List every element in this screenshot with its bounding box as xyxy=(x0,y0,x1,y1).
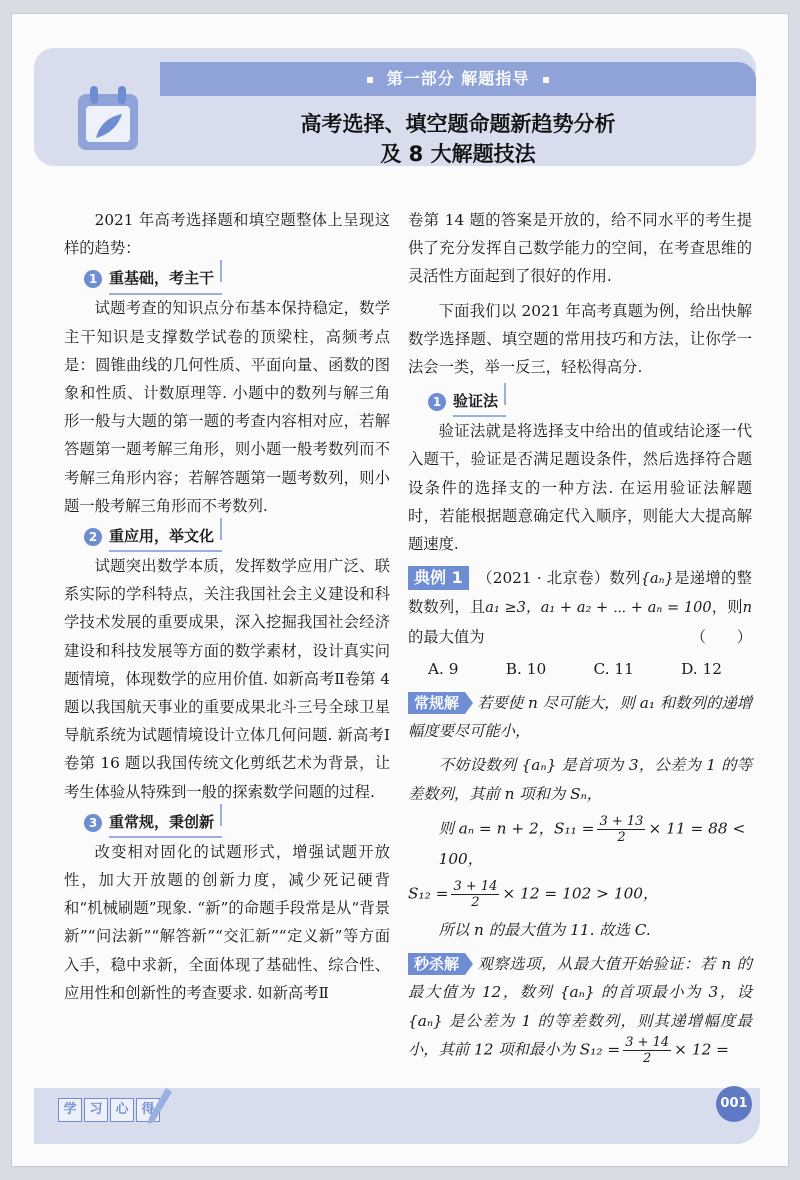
intro2-paragraph: 下面我们以 2021 年高考真题为例，给出快解数学选择题、填空题的常用技巧和方法，让你学一法会一类，举一反三，轻松得高分. xyxy=(408,301,752,377)
title-line1: 高考选择、填空题命题新趋势分析 xyxy=(300,112,616,136)
answer-choices xyxy=(408,655,752,683)
section-body: 试题突出数学本质，发挥数学应用广泛、联系实际的学科特点，关注我国社会主义建设和科学技术发展的重要成果，深入挖掘我国社会经济建设和科技发展等方面的数学素材，设计真实问题情境，体现数学的应用价值. 如新高考Ⅱ卷第 4 题以我国航天事业的重要成果北斗三号全球卫星导航系统为试题情境设计立体几何问题. 新高考Ⅰ卷第 16 题以我国传统文化剪纸艺术为背景，让考生体验从特殊到一般的探索数学问题的过程. xyxy=(64,557,390,801)
part-label: 第一部分 解题指导 xyxy=(160,62,756,96)
solution1-line3: 所以 n 的最大值为 11. 故选 C. xyxy=(438,921,651,940)
example-tag: 典例 1 xyxy=(408,566,469,590)
right-column xyxy=(408,206,752,1066)
solution2-text: 秒杀解 观察选项，从最大值开始验证：若 n 的最大值为 12，数列 {aₙ} 的首项最小为 3，设 {aₙ} 是公差为 1 的等差数列，则其递增幅度最小，其前 12 项和最小为 S₁₂ = $\frac{3 + 14}{2}$ × 12 = xyxy=(408,955,752,1066)
section-heading: 2 重应用，举文化 xyxy=(64,524,390,550)
section-heading: 3 重常规，秉创新 xyxy=(64,810,390,836)
section-body: 试题考查的知识点分布基本保持稳定，数学主干知识是支撑数学试卷的顶梁柱，高频考点是：圆锥曲线的几何性质、平面向量、函数的图象和性质、计数原理等. 小题中的数列与解三角形一般与大题的第一题的考查内容相对应，若解答题第一题考解三角形，则小题一般考数列而不考解三角形内容；若解答题第一题考数列，则小题一般考解三角形而不考数列. xyxy=(64,299,390,515)
study-notes-label: 学 习 心 得 xyxy=(58,1098,160,1122)
left-column xyxy=(64,206,390,1007)
pen-icon xyxy=(146,1086,174,1126)
choice-b: B. 10 xyxy=(505,659,547,678)
solution2-tag: 秒杀解 xyxy=(408,953,465,975)
solution1-line1: 常规解 若要使 n 尽可能大，则 a₁ 和数列的递增幅度要尽可能小， xyxy=(408,694,752,741)
method-heading: 1 验证法 xyxy=(408,389,752,415)
choice-d: D. 12 xyxy=(681,659,722,678)
section-heading: 1 重基础，考主干 xyxy=(64,266,390,292)
method-body: 验证法就是将选择支中给出的值或结论逐一代入题干，验证是否满足题设条件，然后选择符合题设条件的选择支的一种方法. 在运用验证法解题时，若能根据题意确定代入顺序，则能大大提高解题速度. xyxy=(408,422,752,554)
example-problem: 典例 1 （2021 · 北京卷）数列{aₙ}是递增的整数数列，且a₁ ≥3，a₁ + a₂ + ⋯ + aₙ = 100，则n的最大值为 （ ） xyxy=(408,568,752,646)
solution1-math2: S₁₂ = $\frac{3 + 14}{2}$ × 12 = 102 > 100， xyxy=(408,879,659,911)
choice-a: A. 9 xyxy=(428,659,459,678)
solution1-line2: 不妨设数列 {aₙ} 是首项为 3，公差为 1 的等差数列，其前 n 项和为 Sₙ， xyxy=(408,756,752,803)
choice-c: C. 11 xyxy=(593,659,634,678)
page-number: 001 xyxy=(716,1086,752,1122)
solution1-tag: 常规解 xyxy=(408,692,465,714)
intro-paragraph: 2021 年高考选择题和填空题整体上呈现这样的趋势： xyxy=(64,211,390,258)
solution1-math1: 则 aₙ = n + 2，S₁₁ = $\frac{3 + 13}{2}$ × 11 = 88 < 100， xyxy=(438,813,746,868)
continuation-paragraph: 卷第 14 题的答案是开放的，给不同水平的考生提供了充分发挥自己数学能力的空间，在考查思维的灵活性方面起到了很好的作用. xyxy=(408,211,752,286)
title-line2: 及 8 大解题技法 xyxy=(380,142,536,166)
section-body: 改变相对固化的试题形式，增强试题开放性，加大开放题的创新力度，减少死记硬背和“机械刷题”现象. “新”的命题手段常是从“背景新”“问法新”“解答新”“交汇新”“定义新”等方面入手，稳中求新，全面体现了基础性、综合性、应用性和创新性的考查要求. 如新高考Ⅱ xyxy=(64,842,390,1002)
calendar-icon xyxy=(72,82,144,154)
